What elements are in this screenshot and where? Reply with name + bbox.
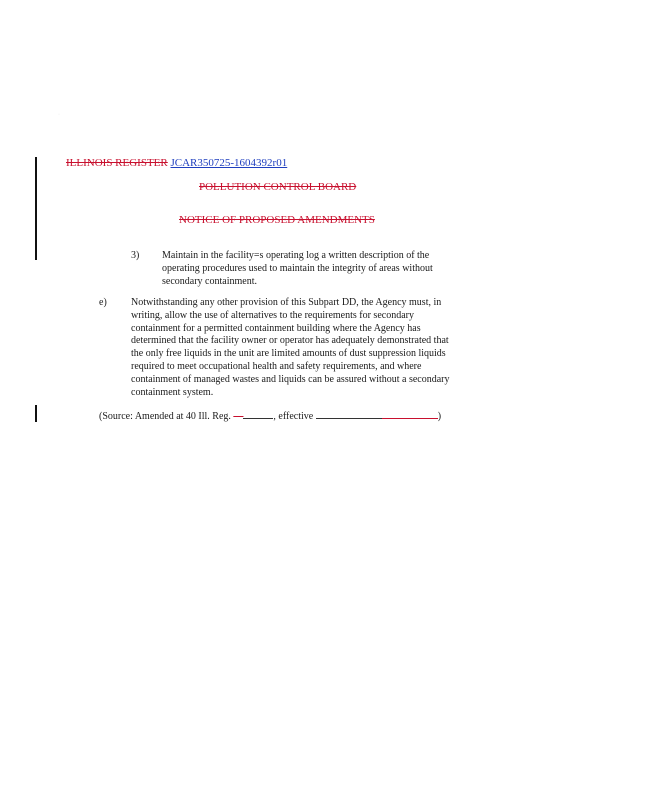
page-artifact: ·: [58, 112, 60, 118]
change-bar-top: [35, 157, 37, 260]
register-header: [66, 157, 287, 169]
source-struck-dash: —: [233, 411, 244, 422]
item-e-line: containment of managed wastes and liquids can be assured without a secondary: [131, 373, 450, 385]
source-middle: , effective: [273, 411, 316, 422]
register-inserted: JCAR350725-1604392r01: [170, 157, 288, 169]
item-3-line: Maintain in the facility=s operating log a written description of the: [162, 250, 430, 261]
item-e-number: e): [99, 297, 107, 308]
source-prefix: (Source: Amended at 40 Ill. Reg.: [99, 411, 234, 422]
effective-date-blank-struck: [382, 409, 438, 419]
item-3-line: operating procedures used to maintain the integrity of areas without: [162, 262, 433, 274]
item-e-line: determined that the facility owner or operator has adequately demonstrated that: [131, 335, 449, 347]
item-3-line: secondary containment.: [162, 275, 257, 287]
notice-heading: NOTICE OF PROPOSED AMENDMENTS: [179, 214, 375, 226]
board-heading: POLLUTION CONTROL BOARD: [199, 181, 357, 193]
register-struck: ILLINOIS REGISTER: [66, 157, 168, 169]
effective-date-blank: [316, 409, 382, 419]
item-e-line: the only free liquids in the unit are limited amounts of dust suppression liquids: [131, 348, 446, 360]
register-page-blank: [243, 409, 273, 419]
item-e-line: writing, allow the use of alternatives to the requirements for secondary: [131, 309, 414, 321]
source-suffix: ): [437, 411, 442, 422]
item-e-line: Notwithstanding any other provision of this Subpart DD, the Agency must, in: [131, 297, 442, 308]
item-e-line: required to meet occupational health and safety requirements, and where: [131, 360, 422, 372]
item-3-text: [162, 250, 433, 288]
item-e-text: [131, 297, 450, 399]
source-note: [99, 409, 441, 422]
item-3-number: 3): [131, 250, 140, 261]
item-e-line: containment system.: [131, 386, 214, 398]
item-e-line: containment for a permitted containment building where the Agency has: [131, 322, 421, 334]
change-bar-source: [35, 405, 37, 422]
